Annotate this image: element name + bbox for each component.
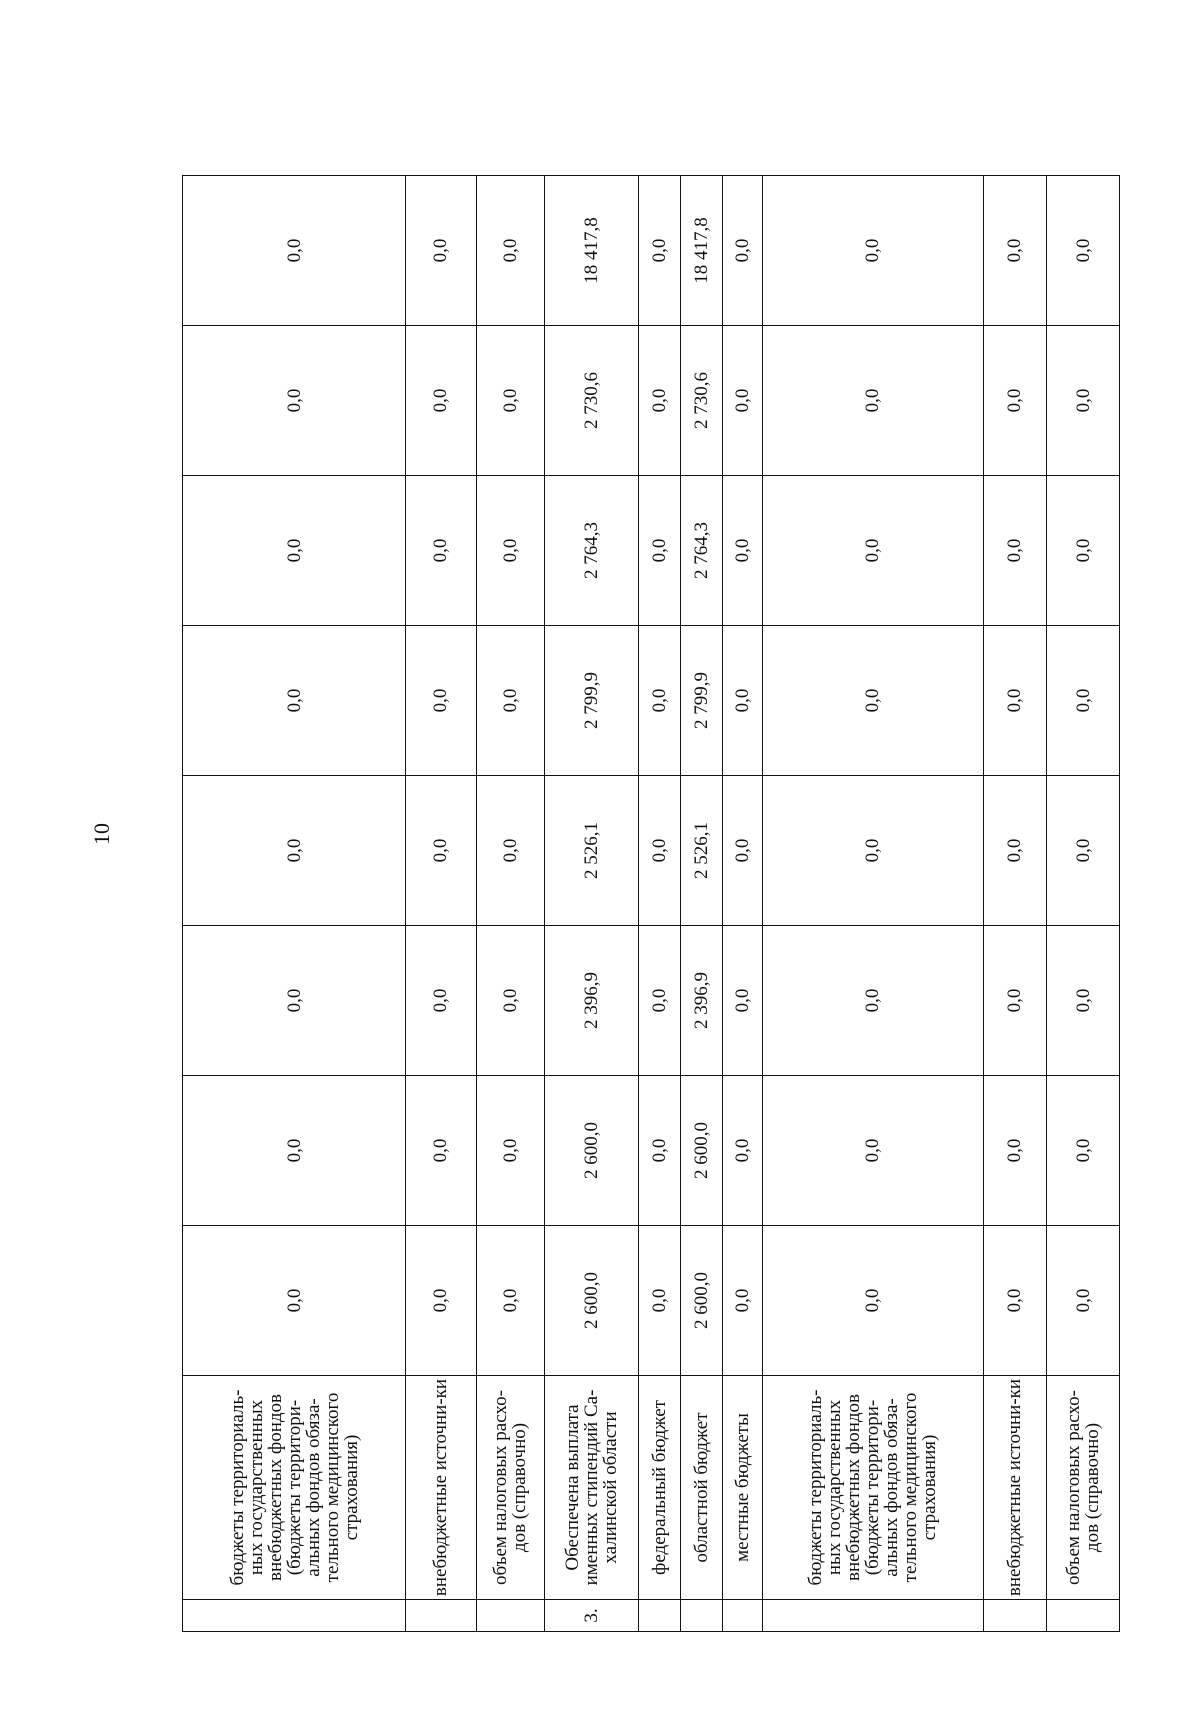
value-cell: 0,0 xyxy=(183,776,406,926)
value-cell: 0,0 xyxy=(638,1076,680,1226)
value-cell: 0,0 xyxy=(723,326,763,476)
value-cell: 0,0 xyxy=(723,776,763,926)
value-cell: 0,0 xyxy=(476,176,544,326)
value-cell: 0,0 xyxy=(723,626,763,776)
value-cell: 0,0 xyxy=(406,1076,476,1226)
value-cell: 0,0 xyxy=(406,926,476,1076)
table-row xyxy=(1047,176,1120,1632)
value-cell: 0,0 xyxy=(983,1076,1046,1226)
budget-table-rotated xyxy=(182,176,1120,1632)
value-cell: 2 730,6 xyxy=(680,326,722,476)
row-name: внебюджетные источни-ки xyxy=(406,1376,476,1600)
value-cell: 0,0 xyxy=(763,926,984,1076)
value-cell: 2 526,1 xyxy=(680,776,722,926)
value-cell: 0,0 xyxy=(763,326,984,476)
value-cell: 0,0 xyxy=(983,776,1046,926)
budget-table xyxy=(182,175,1120,1632)
value-cell: 0,0 xyxy=(1047,926,1120,1076)
value-cell: 0,0 xyxy=(476,926,544,1076)
value-cell: 0,0 xyxy=(183,926,406,1076)
value-cell: 0,0 xyxy=(406,326,476,476)
value-cell: 0,0 xyxy=(1047,1226,1120,1376)
value-cell: 0,0 xyxy=(723,1076,763,1226)
value-cell: 0,0 xyxy=(1047,626,1120,776)
value-cell: 0,0 xyxy=(476,476,544,626)
row-name: бюджеты территориаль-ных государственных внебюджетных фондов (бюджеты территори-альных фондов обяза-тельного медицинского страхования) xyxy=(763,1376,984,1600)
value-cell: 0,0 xyxy=(406,476,476,626)
row-name: местные бюджеты xyxy=(723,1376,763,1600)
value-cell: 0,0 xyxy=(1047,776,1120,926)
row-name: внебюджетные источни-ки xyxy=(983,1376,1046,1600)
value-cell: 0,0 xyxy=(723,476,763,626)
value-cell: 0,0 xyxy=(183,626,406,776)
value-cell: 2 600,0 xyxy=(544,1226,638,1376)
row-name: Обеспечена выплата именных стипендий Са-халинской области xyxy=(544,1376,638,1600)
row-number xyxy=(763,1600,984,1632)
value-cell: 0,0 xyxy=(183,1076,406,1226)
value-cell: 0,0 xyxy=(723,926,763,1076)
row-number xyxy=(723,1600,763,1632)
value-cell: 2 396,9 xyxy=(544,926,638,1076)
value-cell: 0,0 xyxy=(183,1226,406,1376)
table-row xyxy=(544,176,638,1632)
value-cell: 0,0 xyxy=(638,626,680,776)
row-name: объем налоговых расхо-дов (справочно) xyxy=(1047,1376,1120,1600)
value-cell: 0,0 xyxy=(763,626,984,776)
value-cell: 2 799,9 xyxy=(680,626,722,776)
row-number xyxy=(983,1600,1046,1632)
value-cell: 0,0 xyxy=(183,326,406,476)
value-cell: 0,0 xyxy=(638,326,680,476)
table-row xyxy=(183,176,406,1632)
value-cell: 2 600,0 xyxy=(680,1076,722,1226)
value-cell: 0,0 xyxy=(1047,176,1120,326)
value-cell: 0,0 xyxy=(763,1076,984,1226)
row-number: 3. xyxy=(544,1600,638,1632)
table-row xyxy=(476,176,544,1632)
value-cell: 0,0 xyxy=(638,176,680,326)
value-cell: 0,0 xyxy=(476,1226,544,1376)
value-cell: 2 799,9 xyxy=(544,626,638,776)
value-cell: 0,0 xyxy=(406,1226,476,1376)
row-number xyxy=(638,1600,680,1632)
table-row xyxy=(763,176,984,1632)
value-cell: 0,0 xyxy=(638,776,680,926)
value-cell: 0,0 xyxy=(638,476,680,626)
value-cell: 0,0 xyxy=(763,1226,984,1376)
value-cell: 2 730,6 xyxy=(544,326,638,476)
value-cell: 0,0 xyxy=(476,326,544,476)
row-name: областной бюджет xyxy=(680,1376,722,1600)
row-number xyxy=(406,1600,476,1632)
value-cell: 0,0 xyxy=(183,476,406,626)
value-cell: 0,0 xyxy=(406,626,476,776)
row-number xyxy=(183,1600,406,1632)
table-row xyxy=(638,176,680,1632)
table-row xyxy=(723,176,763,1632)
row-number xyxy=(1047,1600,1120,1632)
value-cell: 2 600,0 xyxy=(680,1226,722,1376)
value-cell: 0,0 xyxy=(1047,476,1120,626)
row-name: федеральный бюджет xyxy=(638,1376,680,1600)
value-cell: 0,0 xyxy=(476,1076,544,1226)
value-cell: 0,0 xyxy=(763,776,984,926)
value-cell: 0,0 xyxy=(183,176,406,326)
value-cell: 0,0 xyxy=(983,476,1046,626)
row-number xyxy=(476,1600,544,1632)
table-row xyxy=(680,176,722,1632)
value-cell: 0,0 xyxy=(406,776,476,926)
value-cell: 0,0 xyxy=(983,326,1046,476)
row-name: объем налоговых расхо-дов (справочно) xyxy=(476,1376,544,1600)
value-cell: 0,0 xyxy=(983,926,1046,1076)
value-cell: 0,0 xyxy=(983,1226,1046,1376)
value-cell: 0,0 xyxy=(638,926,680,1076)
value-cell: 2 764,3 xyxy=(544,476,638,626)
value-cell: 0,0 xyxy=(763,476,984,626)
value-cell: 2 526,1 xyxy=(544,776,638,926)
value-cell: 0,0 xyxy=(983,626,1046,776)
value-cell: 0,0 xyxy=(406,176,476,326)
value-cell: 0,0 xyxy=(476,626,544,776)
value-cell: 2 396,9 xyxy=(680,926,722,1076)
value-cell: 0,0 xyxy=(723,176,763,326)
row-name: бюджеты территориаль-ных государственных внебюджетных фондов (бюджеты территори-альных фондов обяза-тельного медицинского страхования) xyxy=(183,1376,406,1600)
value-cell: 18 417,8 xyxy=(680,176,722,326)
page-number: 10 xyxy=(89,823,114,845)
value-cell: 2 764,3 xyxy=(680,476,722,626)
value-cell: 2 600,0 xyxy=(544,1076,638,1226)
value-cell: 18 417,8 xyxy=(544,176,638,326)
value-cell: 0,0 xyxy=(1047,1076,1120,1226)
row-number xyxy=(680,1600,722,1632)
value-cell: 0,0 xyxy=(763,176,984,326)
value-cell: 0,0 xyxy=(1047,326,1120,476)
value-cell: 0,0 xyxy=(983,176,1046,326)
value-cell: 0,0 xyxy=(638,1226,680,1376)
table-row xyxy=(983,176,1046,1632)
value-cell: 0,0 xyxy=(723,1226,763,1376)
table-row xyxy=(406,176,476,1632)
value-cell: 0,0 xyxy=(476,776,544,926)
